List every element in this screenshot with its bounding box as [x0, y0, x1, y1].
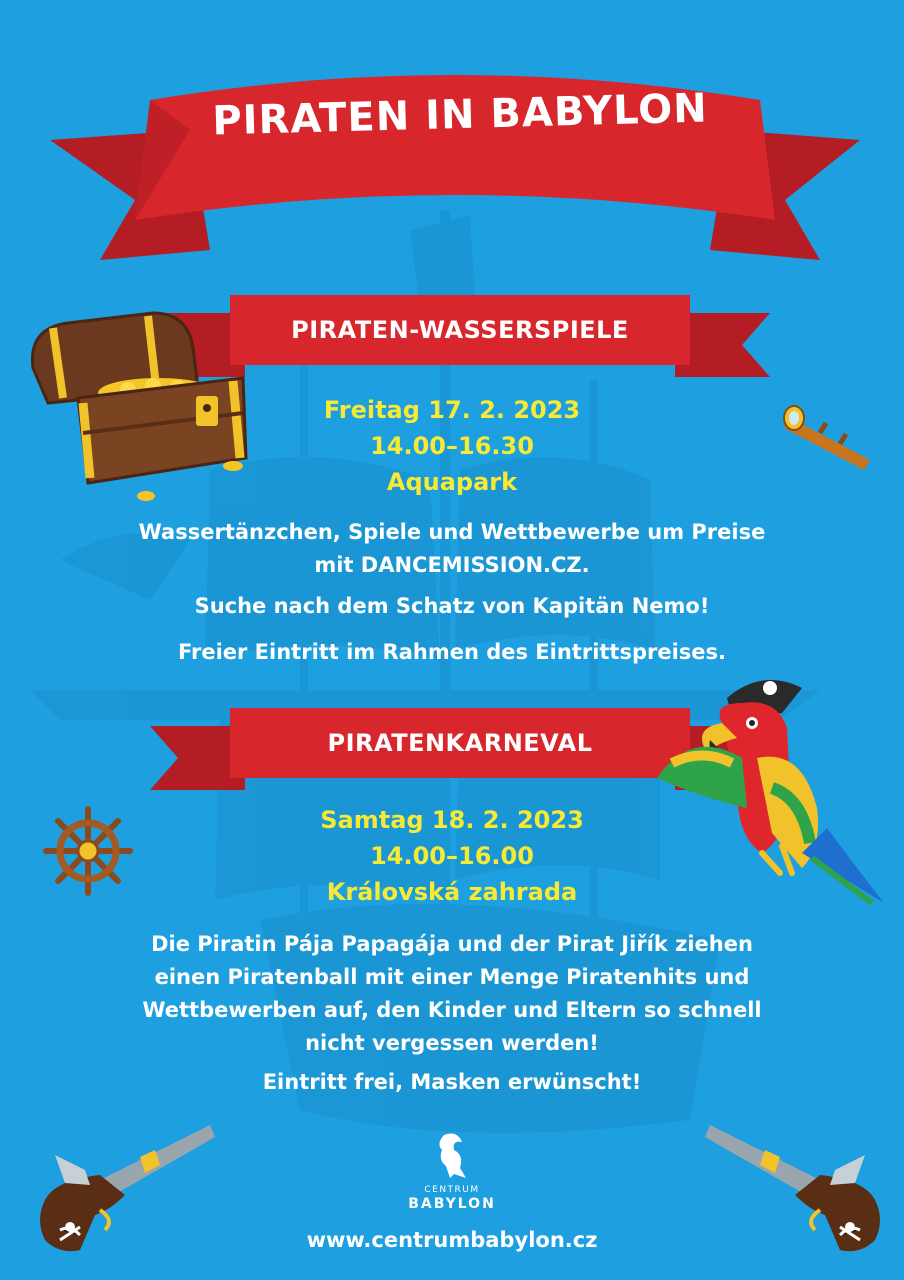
logo-small-text: CENTRUM [424, 1185, 480, 1195]
event1-desc-line-2: mit DANCEMISSION.CZ. [314, 553, 590, 577]
section-title-piratenkarneval: PIRATENKARNEVAL [327, 729, 593, 757]
event1-treasure-line: Suche nach dem Schatz von Kapitän Nemo! [194, 594, 710, 618]
griffin-logo-icon [432, 1130, 472, 1180]
event2-desc-line-1: Die Piratin Pája Papagája und der Pirat Jiřík ziehen [151, 932, 753, 956]
event1-date: Freitag 17. 2. 2023 [323, 396, 581, 424]
parrot-icon [652, 668, 890, 908]
event1-entry-line: Freier Eintritt im Rahmen des Eintrittspreises. [177, 640, 727, 664]
event1-desc-line-1: Wassertänzchen, Spiele und Wettbewerbe um Preise [138, 520, 766, 544]
treasure-chest-icon [28, 308, 258, 508]
page-title: PIRATEN IN BABYLON [211, 85, 709, 145]
event2-desc-line-4: nicht vergessen werden! [305, 1031, 599, 1055]
event2-date: Samtag 18. 2. 2023 [320, 806, 584, 834]
event1-place: Aquapark [386, 468, 518, 496]
event2-entry-line: Eintritt frei, Masken erwünscht! [262, 1070, 642, 1094]
spyglass-icon [780, 400, 880, 475]
section-title-wasserspiele: PIRATEN-WASSERSPIELE [291, 316, 629, 344]
event2-time: 14.00–16.00 [370, 842, 534, 870]
logo-big-text: BABYLON [408, 1196, 496, 1212]
logo-text [352, 1185, 552, 1213]
event2-place: Královská zahrada [326, 878, 578, 906]
website-link[interactable]: www.centrumbabylon.cz [306, 1228, 598, 1252]
event1-time: 14.00–16.30 [370, 432, 534, 460]
event2-desc-line-3: Wettbewerben auf, den Kinder und Eltern so schnell [142, 998, 762, 1022]
event2-desc-line-2: einen Piratenball mit einer Menge Piratenhits und [154, 965, 750, 989]
ship-wheel-icon [42, 805, 134, 897]
